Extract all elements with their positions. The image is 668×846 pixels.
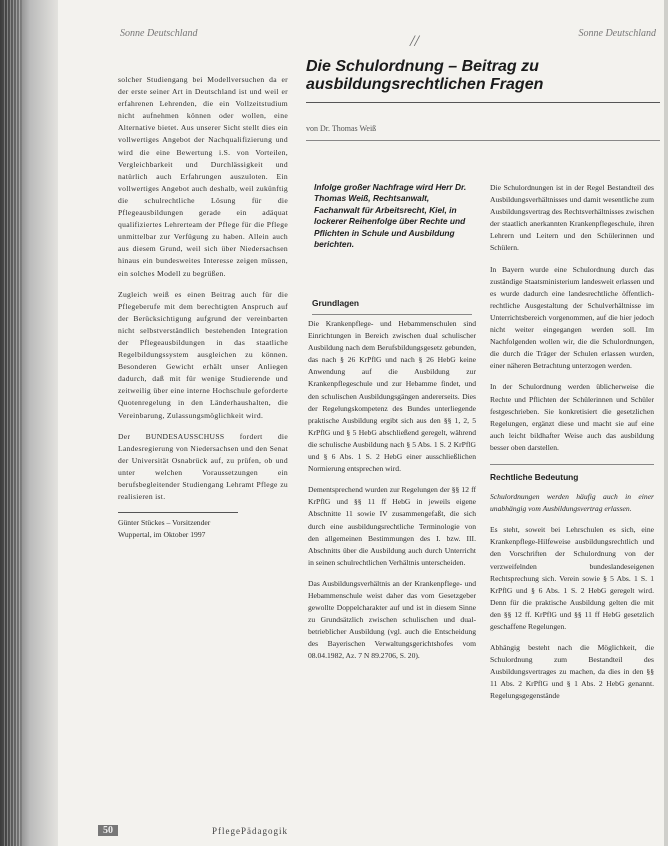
title-rule	[306, 102, 660, 103]
paragraph: Die Schulordnungen ist in der Regel Bestandteil des Ausbildungsverhältnisses und damit wesentliche zum Ausbildungsvertrag des Rechtsverhältnisses zwischen der staatlich anerkannten Krankenpflegeschule, ihren Lehrern und Leitern und den Schülerinnen und Schülern.	[490, 183, 654, 253]
subheading-grundlagen: Grundlagen	[312, 298, 359, 308]
paragraph: Zugleich weiß es einen Beitrag auch für die Pflegeberufe mit dem berechtigten Anspruch auf der Berücksichtigung aufgrund der vereinbarten nicht selbstverständlich bestehenden Integration der Pflegeausbildungen in das staatliche Regelbildungssystem ausgleichen zu können. Besonderen Gewicht erhält unser Anliegen dadurch, daß mit für wenige Studierende und zeitweilig über eine interne Hochschule geforderte Quotenregelung in den Länderhaushalten, die Vereinbarung, Zulassungsmöglichkeit wird.	[118, 289, 288, 420]
signature-rule	[118, 512, 238, 513]
running-header-right: Sonne Deutschland	[578, 28, 656, 39]
paragraph: In der Schulordnung werden üblicherweise die Rechte und Pflichten der Schülerinnen und Schüler festgeschrieben. Sie konkretisiert die gesetzlichen Regelungen, ergänzt diese und macht sie auf eine auch leicht bildhafter Weise auch das ausbildung besser oben darstellen.	[490, 382, 654, 452]
paragraph: Die Krankenpflege- und Hebammenschulen sind Einrichtungen in Bereich zwischen dual schulischer Ausbildung nach dem Berufsbildungsgesetz gebunden, das nach § 26 KrPflG und nach § 26 HebG keine Anwendung auf die Ausbildung zur Krankenpflegeschule und zur Hebamme findet, und den schulischen Ausbildungsgängen andererseits. Dies der Regelungskompetenz des Bundes unterliegende praktische Ausbildung ergibt sich aus den §§ 1, 2, 5 KrPflG und § 5 HebG abschließend geregelt, während die schulische Ausbildung nach § 5 Abs. 1 S. 2 KrPflG und § 6 Abs. 1 S. 2 HebG einer ausschließlichen Normierung entsprechen wird.	[308, 319, 476, 474]
paragraph: Es steht, soweit bei Lehrschulen es sich, eine Krankenpflege-Hilfeweise ausbildungsrechtlich und den Vorschriften der Schulordnung von der verzweifelnden bundeslandeseigenen Rechtsprechung sich. Verein sowie § 5 Abs. 1 S. 1 KrPflG und § 6 Abs. 1 S. 2 HebG geregelt wird. Denn für die praktische Ausbildung gelten die mit den §§ 12 ff. KrPflG und §§ 11 ff HebG gesetzlich geschaffene Regelungen.	[490, 525, 654, 631]
signature-block	[118, 512, 288, 541]
article-author: von Dr. Thomas Weiß	[306, 124, 377, 133]
author-rule	[306, 140, 660, 141]
subheading-rechtliche-bedeutung: Rechtliche Bedeutung	[490, 464, 654, 483]
paragraph: Der BUNDESAUSSCHUSS fordert die Landesregierung von Niedersachsen und den Senat der Universität Osnabrück auf, zu prüfen, ob und unter welchen Voraussetzungen ein berufsbegleitender Studiengang Lehramt Pflege zu realisieren ist.	[118, 431, 288, 502]
signature-name: Günter Stückes – Vorsitzender	[118, 518, 211, 528]
paragraph: solcher Studiengang bei Modellversuchen da er der erste seiner Art in Deutschland ist und weil er erfahrenen Lehrenden, die ein Vollzeitstudium nicht aufnehmen können oder wollen, eine Alternative bietet. Aus unserer Sicht stellt dies ein vollwertiges Angebot der Nachqualifizierung und wird die eine Bewertung i.S. von Vorteilen, Vergleichbarkeit und Durchlässigkeit und natürlich auch Erfahrungen auszuloten. Ein vollwertiges Angebot auch deshalb, weil zukünftig die schulrechtliche Lösung für die Pflegeausbildungen gerade ein adäquat qualifiziertes Lehrerteam der Pflege für die Pflege unmittelbar zur Verfügung zu haben. Allein auch aus diesem Grund, weil sich über Niedersachsen hinaus ein bundesweites Interesse zeigen müssen, ein solches Modell zu begrüßen.	[118, 75, 288, 278]
column-right	[490, 182, 654, 712]
column-middle	[308, 318, 476, 672]
article-title: Die Schulordnung – Beitrag zu ausbildungsrechtlichen Fragen	[306, 58, 544, 93]
column-left	[118, 74, 288, 541]
publication-name: PflegePädagogik	[212, 826, 288, 836]
page-number: 50	[98, 825, 118, 836]
running-header-left: Sonne Deutschland	[120, 28, 198, 39]
paragraph: Abhängig besteht nach die Möglichkeit, die Schulordnung zum Bestandteil des Ausbildungsvertrages zu machen, da dies in den §§ 11 Abs. 2 KrPflG und § 1 Abs. 2 HebG genannt. Regelungsgegenstände	[490, 643, 654, 701]
signature-place-date: Wuppertal, im Oktober 1997	[118, 530, 206, 540]
page-binding-edge	[0, 0, 60, 846]
article-lead: Infolge großer Nachfrage wird Herr Dr. Thomas Weiß, Rechtsanwalt, Fachanwalt für Arbeitsrecht, Kiel, in lockerer Reihenfolge über Rechte und Pflichten in Schule und Ausbildung berichten.	[314, 182, 467, 250]
page-right-edge	[664, 0, 668, 846]
paragraph: Dementsprechend wurden zur Regelungen der §§ 12 ff KrPflG und §§ 11 ff HebG in jeweils eigene Abschnitte 11 sowie IV zusammengefaßt, die sich durch eine ausbildungsrechtliche Terminologie von den allgemeinen Bestimmungen des I. bzw. III. Abschnitts über die Ausbildung auch durch Unterricht in seinen schulrechtlichen Verhältnis unterscheiden.	[308, 485, 476, 567]
decorative-mark: //	[410, 33, 419, 50]
paragraph: Schulordnungen werden häufig auch in einer unabhängig vom Ausbildungsvertrag erlassen.	[490, 492, 654, 514]
paragraph: In Bayern wurde eine Schulordnung durch das zuständige Staatsministerium landesweit erlassen und es wurde dadurch eine landesrechtliche öffentlich-rechtliche Ausgestaltung der Schulverhältnisse im Unterrichtsbereich vorgenommen, auf die hier jedoch nicht weiter eingegangen werden soll. Im Nachfolgenden wollen wir, die die Schulordnungen, die durch die Träger der Schulen erlassen wurden, einer näheren Betrachtung unterzogen werden.	[490, 264, 654, 371]
paragraph: Das Ausbildungsverhältnis an der Krankenpflege- und Hebammenschule weist daher das vom Gesetzgeber gewollte Doppelcharakter auf und ist in diesem Sinne zu Grundsätzlich zwischen schulischen und dual-betrieblicher Ausbildung (vgl. auch die Entscheidung des Bayerischen Verwaltungsgerichtshofes vom 08.04.1982, Az. 7 N 89.2706, S. 20).	[308, 578, 476, 661]
subheading-rule	[312, 314, 472, 315]
